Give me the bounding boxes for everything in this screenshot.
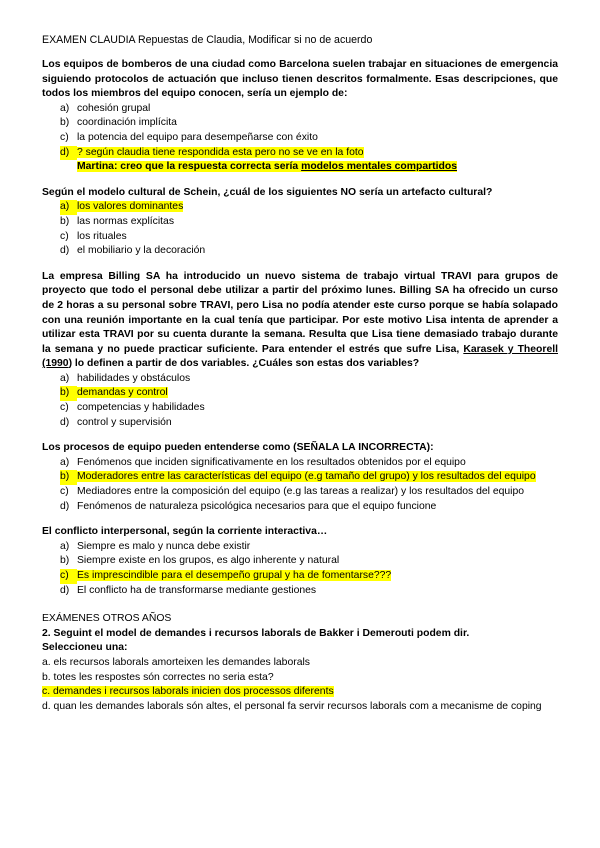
option-item[interactable]: c) Mediadores entre la composición del equipo (e.g las tareas a realizar) y los resultados del equipo	[60, 486, 525, 498]
option-item[interactable]: a) cohesión grupal	[60, 102, 151, 114]
question-2: Según el modelo cultural de Schein, ¿cuál de los siguientes NO sería un artefacto cultural?	[42, 186, 493, 198]
option-item-highlighted[interactable]: a) los valores dominantes	[42, 200, 558, 215]
question-1-options	[42, 102, 558, 160]
question-5: El conflicto interpersonal, según la corriente interactiva…	[42, 526, 328, 538]
citation-link: Karasek y Theorell (1990	[42, 343, 558, 370]
answer-note: Martina: creo que la respuesta correcta sería modelos mentales compartidos	[77, 161, 457, 173]
option-item[interactable]: b) Siempre existe en los grupos, es algo inherente y natural	[60, 555, 340, 567]
question-5-options	[42, 540, 558, 598]
section-title: EXÁMENES OTROS AÑOS	[42, 613, 172, 625]
question-1: Los equipos de bomberos de una ciudad como Barcelona suelen trabajar en situaciones de emergencia siguiendo protocolos de actuación que incluso tienen descritos formalmente. Esas descripciones, que todos los miembros del equipo conocen, sería un ejemplo de:	[42, 59, 558, 100]
question-2-options	[42, 200, 558, 258]
option-item[interactable]: b) coordinación implícita	[60, 117, 177, 129]
document-header: EXAMEN CLAUDIA Repuestas de Claudia, Modificar si no de acuerdo	[42, 34, 373, 46]
option-item[interactable]: c) los rituales	[60, 230, 127, 242]
option-item[interactable]: d) el mobiliario y la decoración	[60, 245, 206, 257]
choice-item[interactable]: d. quan les demandes laborals són altes, el personal fa servir recursos laborals com a mecanisme de coping	[42, 700, 542, 712]
question-4: Los procesos de equipo pueden entenderse como (SEÑALA LA INCORRECTA):	[42, 442, 434, 454]
option-item-highlighted[interactable]: b) Moderadores entre las características del equipo (e.g tamaño del grupo) y los resultados del equipo	[42, 470, 558, 485]
document-page	[42, 34, 558, 714]
choice-item[interactable]: a. els recursos laborals amorteixen les demandes laborals	[42, 656, 310, 668]
question-3: La empresa Billing SA ha introducido un nuevo sistema de trabajo virtual TRAVI para grupos de proyecto que todo el personal debe utilizar a partir del próximo lunes. Billing SA ha ofrecido un curso de 2 horas a su personal sobre TRAVI, pero Lisa no podía atender este curso porque se había solapado con una reunión importante en la cual tenía que participar. Por este motivo Lisa intenta de aprender a utilizar esta TRAVI por su cuenta durante la semana. Resulta que Lisa tiene demasiado trabajo durante la semana y no puede practicar suficiente. Para entender el estrés que sufre Lisa, Karasek y Theorell (1990) lo definen a partir de dos variables. ¿Cuáles son estas dos variables?	[42, 270, 558, 370]
section-question: 2. Seguint el model de demandes i recursos laborals de Bakker i Demerouti podem dir.	[42, 627, 470, 639]
option-item[interactable]: d) Fenómenos de naturaleza psicológica necesarios para que el equipo funcione	[60, 500, 437, 512]
option-item[interactable]: d) control y supervisión	[60, 416, 172, 428]
option-item-highlighted[interactable]: c) Es imprescindible para el desempeño grupal y ha de fomentarse???	[42, 569, 558, 584]
option-item[interactable]: a) habilidades y obstáculos	[60, 372, 191, 384]
note-answer: modelos mentales compartidos	[301, 161, 457, 173]
question-4-options	[42, 456, 558, 514]
choice-item-highlighted[interactable]: c. demandes i recursos laborals inicien dos processos diferents	[42, 686, 334, 698]
option-item-highlighted[interactable]: d) ? según claudia tiene respondida esta pero no se ve en la foto	[42, 146, 558, 161]
option-item[interactable]: a) Fenómenos que inciden significativamente en los resultados obtenidos por el equipo	[60, 456, 466, 468]
option-item[interactable]: c) la potencia del equipo para desempeñarse con éxito	[60, 131, 318, 143]
section-prompt: Seleccioneu una:	[42, 642, 128, 654]
option-item[interactable]: c) competencias y habilidades	[60, 402, 205, 414]
option-item-highlighted[interactable]: b) demandas y control	[42, 386, 558, 401]
option-item[interactable]: b) las normas explícitas	[60, 215, 175, 227]
option-item[interactable]: d) El conflicto ha de transformarse mediante gestiones	[60, 584, 317, 596]
option-item[interactable]: a) Siempre es malo y nunca debe existir	[60, 540, 251, 552]
choice-item[interactable]: b. totes les respostes són correctes no seria esta?	[42, 671, 274, 683]
question-3-options	[42, 372, 558, 430]
